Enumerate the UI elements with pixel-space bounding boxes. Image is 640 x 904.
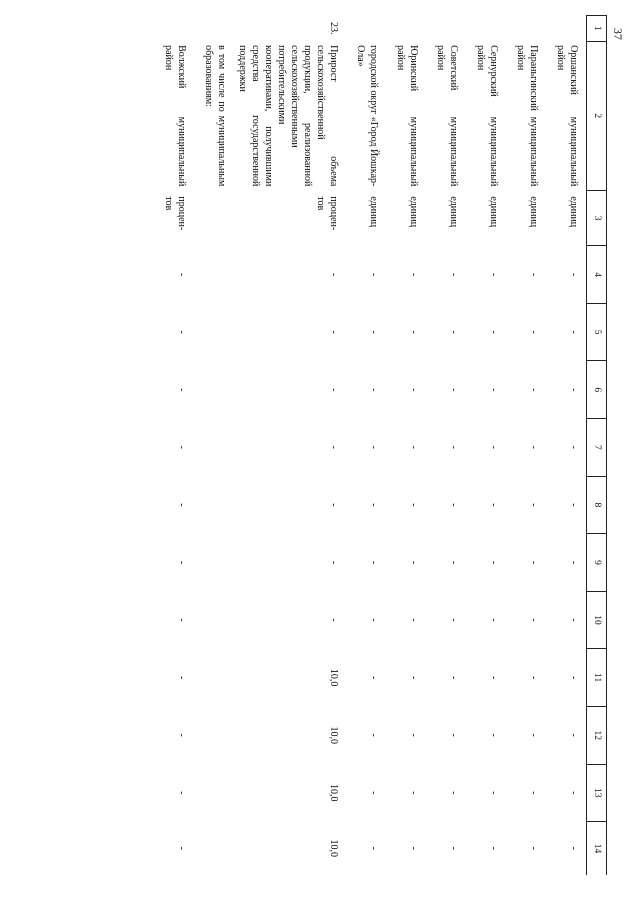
value-cell: - — [448, 733, 459, 737]
value-cell: - — [528, 445, 539, 449]
value-cell: - — [488, 388, 499, 392]
unit-of-measure: единиц — [568, 196, 579, 228]
value-cell: - — [448, 791, 459, 795]
value-cell: - — [328, 388, 339, 392]
value-cell: - — [568, 675, 579, 680]
table-row — [386, 16, 426, 876]
value-cell: - — [488, 503, 499, 507]
unit-of-measure: единиц — [488, 196, 499, 228]
value-cell: - — [408, 675, 419, 680]
value-cell: - — [408, 846, 419, 850]
value-cell: - — [176, 733, 187, 737]
value-cell: - — [448, 445, 459, 449]
value-cell: - — [328, 503, 339, 507]
indicator-name: Сернурский муниципальный район — [475, 45, 499, 187]
value-cell: - — [368, 388, 379, 392]
value-cell: - — [568, 388, 579, 392]
value-cell: - — [448, 330, 459, 334]
value-cell — [194, 706, 234, 764]
indicator-name: Параньгинский муниципальный район — [515, 45, 539, 187]
value-cell: - — [488, 445, 499, 449]
value-cell: - — [368, 560, 379, 565]
value-cell: - — [488, 272, 499, 277]
unit-of-measure: единиц — [408, 196, 419, 228]
value-cell: - — [328, 445, 339, 449]
value-cell: - — [488, 846, 499, 850]
value-cell: - — [368, 272, 379, 277]
page-number: 37 — [611, 28, 626, 40]
value-cell — [194, 822, 234, 875]
column-number-row — [587, 16, 607, 876]
value-cell: - — [568, 618, 579, 622]
value-cell: - — [448, 560, 459, 565]
value-cell: - — [488, 618, 499, 622]
row-number — [194, 16, 234, 42]
row-number — [506, 16, 546, 42]
value-cell: - — [568, 330, 579, 334]
value-cell: - — [488, 791, 499, 795]
row-number — [154, 16, 194, 42]
value-cell: - — [408, 618, 419, 622]
unit-of-measure: процен-тов — [163, 196, 187, 231]
value-cell: - — [408, 560, 419, 565]
row-number — [546, 16, 587, 42]
table-row — [426, 16, 466, 876]
column-header: 11 — [587, 649, 607, 707]
value-cell: - — [488, 733, 499, 737]
value-cell: 10,0 — [328, 784, 339, 802]
column-header: 8 — [587, 476, 607, 534]
column-header: 1 — [587, 16, 607, 42]
value-cell: - — [448, 618, 459, 622]
table-body — [154, 16, 587, 876]
value-cell: - — [368, 445, 379, 449]
value-cell: - — [176, 675, 187, 680]
indicator-name: Волжский муниципальный район — [163, 45, 187, 187]
value-cell: - — [488, 675, 499, 680]
value-cell: - — [408, 445, 419, 449]
column-header: 3 — [587, 190, 607, 245]
indicators-table — [154, 15, 607, 875]
value-cell: - — [448, 675, 459, 680]
value-cell: 10,0 — [328, 668, 339, 687]
row-number — [386, 16, 426, 42]
row-number: 23. — [328, 22, 339, 35]
value-cell: 10,0 — [328, 839, 339, 858]
value-cell: - — [408, 791, 419, 795]
value-cell: - — [408, 272, 419, 277]
value-cell — [194, 303, 234, 361]
value-cell: 10,0 — [328, 726, 339, 744]
table-row — [154, 16, 194, 876]
column-header: 2 — [587, 41, 607, 190]
column-header: 5 — [587, 303, 607, 361]
column-header: 6 — [587, 361, 607, 419]
unit-of-measure: единиц — [448, 196, 459, 228]
value-cell: - — [568, 791, 579, 795]
value-cell: - — [568, 733, 579, 737]
value-cell: - — [488, 330, 499, 334]
table-row — [546, 16, 587, 876]
value-cell: - — [408, 330, 419, 334]
value-cell: - — [368, 846, 379, 850]
unit-of-measure: единиц — [368, 196, 379, 228]
table-row — [194, 16, 234, 876]
value-cell — [194, 419, 234, 477]
value-cell: - — [176, 330, 187, 334]
value-cell: - — [176, 791, 187, 795]
value-cell: - — [448, 272, 459, 277]
value-cell: - — [568, 503, 579, 507]
value-cell: - — [568, 560, 579, 565]
value-cell — [194, 591, 234, 649]
column-header: 10 — [587, 591, 607, 649]
value-cell — [194, 534, 234, 592]
table-row — [346, 16, 386, 876]
value-cell: - — [408, 388, 419, 392]
value-cell — [194, 361, 234, 419]
column-header: 7 — [587, 419, 607, 477]
value-cell: - — [176, 560, 187, 565]
value-cell: - — [176, 388, 187, 392]
indicator-name: городской округ «Город Йошкар-Ола» — [355, 45, 379, 187]
value-cell: - — [488, 560, 499, 565]
value-cell — [194, 764, 234, 822]
unit-of-measure: процен-тов — [315, 196, 339, 231]
indicator-name: Советский муниципальный район — [435, 45, 459, 187]
value-cell: - — [176, 618, 187, 622]
value-cell: - — [568, 445, 579, 449]
table-row — [234, 16, 346, 876]
value-cell: - — [528, 618, 539, 622]
value-cell: - — [176, 272, 187, 277]
indicator-name: Прирост объема сельскохозяйственной продукции, реализованной сельскохозяйственными потребительскими кооперативами, получившими средства государственной поддержки — [237, 45, 339, 187]
table-row — [506, 16, 546, 876]
value-cell: - — [368, 791, 379, 795]
value-cell: - — [448, 388, 459, 392]
value-cell: - — [368, 503, 379, 507]
value-cell: - — [368, 330, 379, 334]
unit-of-measure — [194, 190, 234, 245]
indicator-name: Оршанский муниципальный район — [555, 45, 579, 187]
value-cell: - — [408, 733, 419, 737]
column-header: 12 — [587, 706, 607, 764]
value-cell: - — [568, 846, 579, 850]
value-cell: - — [528, 675, 539, 680]
value-cell: - — [328, 560, 339, 565]
value-cell — [194, 246, 234, 304]
value-cell: - — [528, 791, 539, 795]
value-cell: - — [528, 846, 539, 850]
table-row — [466, 16, 506, 876]
row-number — [466, 16, 506, 42]
column-header: 14 — [587, 822, 607, 875]
row-number — [346, 16, 386, 42]
value-cell: - — [176, 503, 187, 507]
value-cell — [194, 649, 234, 707]
value-cell: - — [328, 272, 339, 277]
value-cell: - — [408, 503, 419, 507]
value-cell: - — [528, 733, 539, 737]
value-cell: - — [368, 618, 379, 622]
value-cell: - — [528, 560, 539, 565]
value-cell: - — [448, 846, 459, 850]
value-cell: - — [328, 330, 339, 334]
rotated-table-page — [87, 15, 607, 875]
value-cell: - — [568, 272, 579, 277]
column-header: 9 — [587, 534, 607, 592]
indicator-name: Юринский муниципальный район — [395, 45, 419, 187]
value-cell: - — [368, 675, 379, 680]
value-cell: - — [528, 388, 539, 392]
value-cell — [194, 476, 234, 534]
value-cell: - — [528, 503, 539, 507]
value-cell: - — [528, 330, 539, 334]
value-cell: - — [368, 733, 379, 737]
row-number — [426, 16, 466, 42]
column-header: 13 — [587, 764, 607, 822]
value-cell: - — [176, 445, 187, 449]
value-cell: - — [448, 503, 459, 507]
column-header: 4 — [587, 246, 607, 304]
value-cell: - — [176, 846, 187, 850]
indicator-name: в том числе по муниципальным образованиям: — [203, 45, 227, 187]
value-cell: - — [528, 272, 539, 277]
value-cell: - — [328, 618, 339, 622]
unit-of-measure: единиц — [528, 196, 539, 228]
